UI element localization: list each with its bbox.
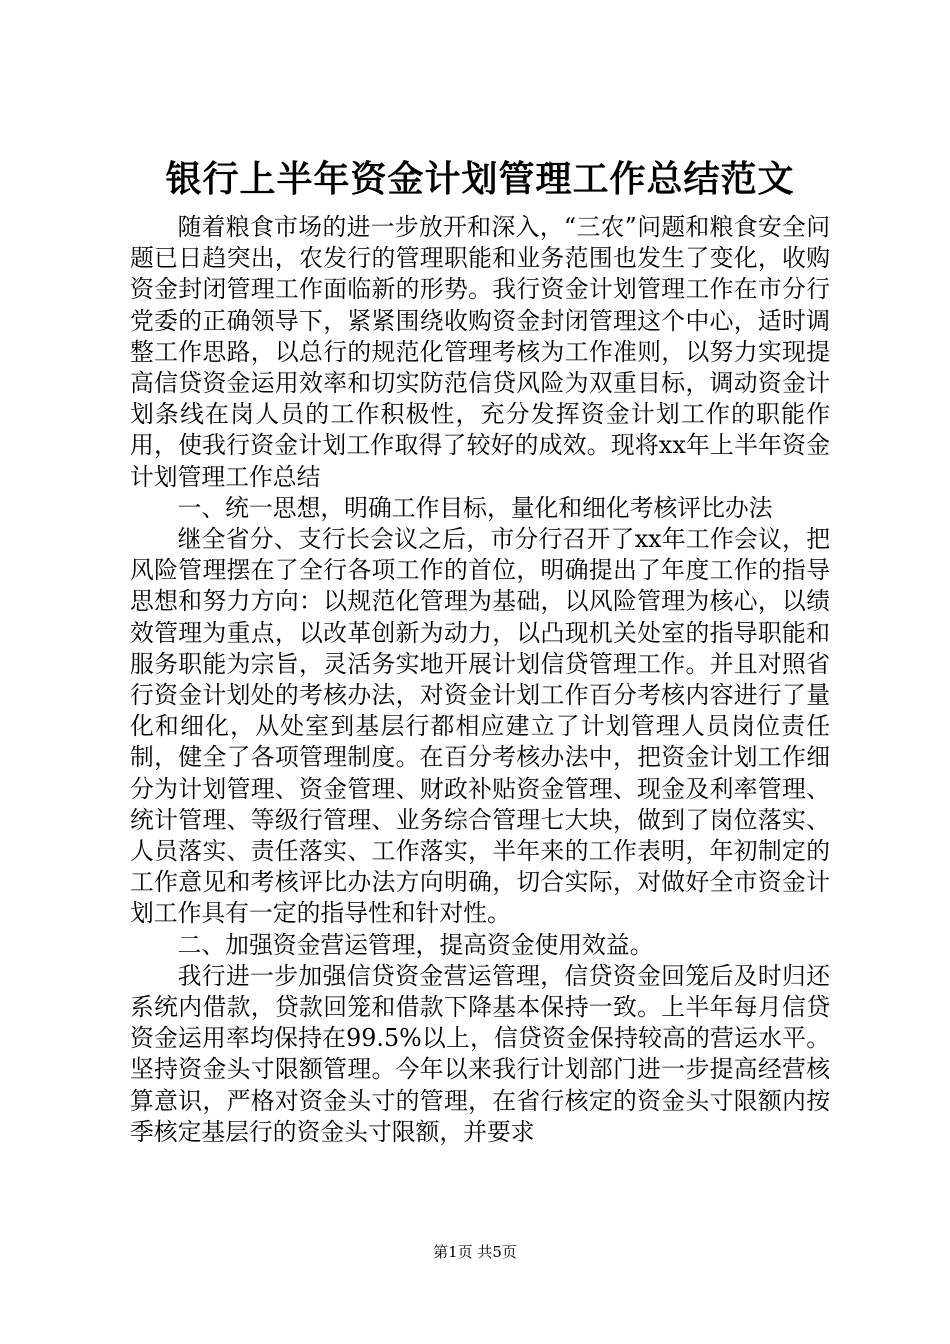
page-footer: 第1页 共5页 [433,1243,517,1261]
paragraph-intro: 随着粮食市场的进一步放开和深入，“三农”问题和粮食安全问题已日趋突出，农发行的管理职能和业务范围也发生了变化，收购资金封闭管理工作面临新的形势。我行资金计划管理工作在市分行党委的正确领导下，紧紧围绕收购资金封闭管理这个中心，适时调整工作思路，以总行的规范化管理考核为工作准则，以努力实现提高信贷资金运用效率和切实防范信贷风险为双重目标，调动资金计划条线在岗人员的工作积极性，充分发挥资金计划工作的职能作用，使我行资金计划工作取得了较好的成效。现将xx年上半年资金计划管理工作总结 [130,213,830,491]
document-title: 银行上半年资金计划管理工作总结范文 [165,158,795,200]
section-heading-2: 二、加强资金营运管理，提高资金使用效益。 [177,930,654,959]
paragraph-section-1: 继全省分、支行长会议之后，市分行召开了xx年工作会议，把风险管理摆在了全行各项工作的首位，明确提出了年度工作的指导思想和努力方向：以规范化管理为基础，以风险管理为核心，以绩效管理为重点，以改革创新为动力，以凸现机关处室的指导职能和服务职能为宗旨，灵活务实地开展计划信贷管理工作。并且对照省行资金计划处的考核办法，对资金计划工作百分考核内容进行了量化和细化，从处室到基层行都相应建立了计划管理人员岗位责任制，健全了各项管理制度。在百分考核办法中，把资金计划工作细分为计划管理、资金管理、财政补贴资金管理、现金及利率管理、统计管理、等级行管理、业务综合管理七大块，做到了岗位落实、人员落实、责任落实、工作落实，半年来的工作表明，年初制定的工作意见和考核评比办法方向明确，切合实际，对做好全市资金计划工作具有一定的指导性和针对性。 [130,525,830,928]
paragraph-section-2: 我行进一步加强信贷资金营运管理，信贷资金回笼后及时归还系统内借款，贷款回笼和借款下降基本保持一致。上半年每月信贷资金运用率均保持在99.5%以上，信贷资金保持较高的营运水平。坚持资金头寸限额管理。今年以来我行计划部门进一步提高经营核算意识，严格对资金头寸的管理，在省行核定的资金头寸限额内按季核定基层行的资金头寸限额，并要求 [130,961,830,1146]
document-body [130,212,830,1148]
section-heading-1: 一、统一思想，明确工作目标，量化和细化考核评比办法 [177,493,773,522]
